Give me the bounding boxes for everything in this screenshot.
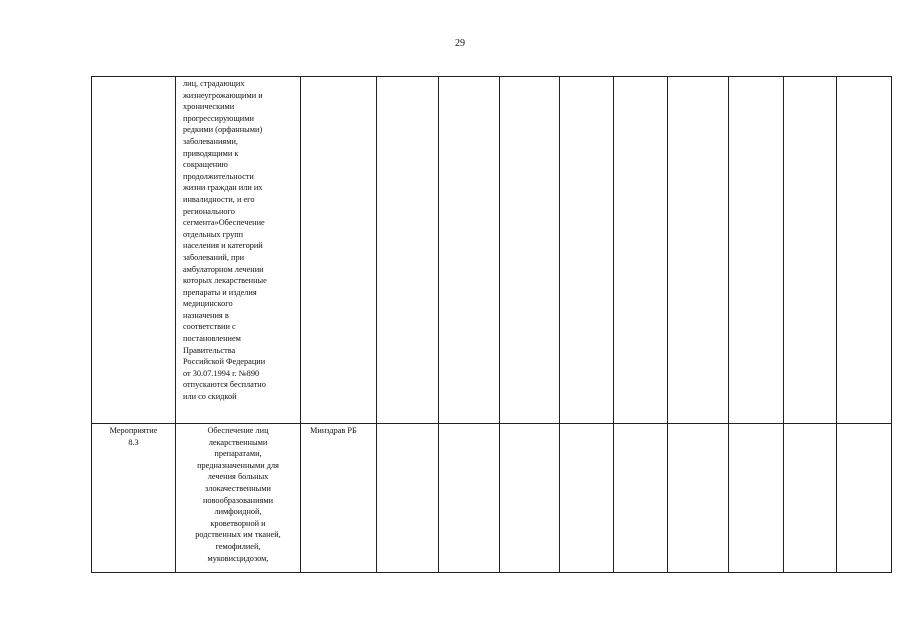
value-cell — [614, 424, 668, 573]
table-row-measure-8-3 — [92, 424, 892, 573]
value-cell — [668, 77, 729, 424]
value-cell — [837, 424, 892, 573]
measure-description-cell: Обеспечение лиц лекарственными препаратами, предназначенными для лечения больных злокачественными новообразованиями лимфоидной, кроветворной и родственных им тканей, гемофилией, муковисцидозом, — [176, 424, 301, 573]
value-cell — [784, 77, 837, 424]
value-cell — [500, 77, 560, 424]
value-cell — [668, 424, 729, 573]
page-number: 29 — [455, 38, 465, 49]
program-measures-table — [91, 76, 892, 573]
value-cell — [837, 77, 892, 424]
measure-description-cell: лиц, страдающих жизнеугрожающими и хроническими прогрессирующими редкими (орфанными) заболеваниями, приводящими к сокращению продолжительности жизни граждан или их инвалидности, и его регионального сегмента»Обеспечение отдельных групп населения и категорий заболеваний, при амбулаторном лечении которых лекарственные препараты и изделия медицинского назначения в соответствии с постановлением Правительства Российской Федерации от 30.07.1994 г. №890 отпускаются бесплатно или со скидкой — [176, 77, 301, 424]
value-cell — [377, 77, 439, 424]
value-cell — [784, 424, 837, 573]
value-cell — [439, 424, 500, 573]
value-cell — [377, 424, 439, 573]
value-cell — [439, 77, 500, 424]
measure-label-cell — [92, 77, 176, 424]
value-cell — [729, 424, 784, 573]
table-row-continuation — [92, 77, 892, 424]
value-cell — [500, 424, 560, 573]
measure-label-cell: Мероприятие 8.3 — [92, 424, 176, 573]
responsible-cell: Минздрав РБ — [301, 424, 377, 573]
value-cell — [614, 77, 668, 424]
responsible-cell — [301, 77, 377, 424]
value-cell — [729, 77, 784, 424]
value-cell — [560, 77, 614, 424]
value-cell — [560, 424, 614, 573]
